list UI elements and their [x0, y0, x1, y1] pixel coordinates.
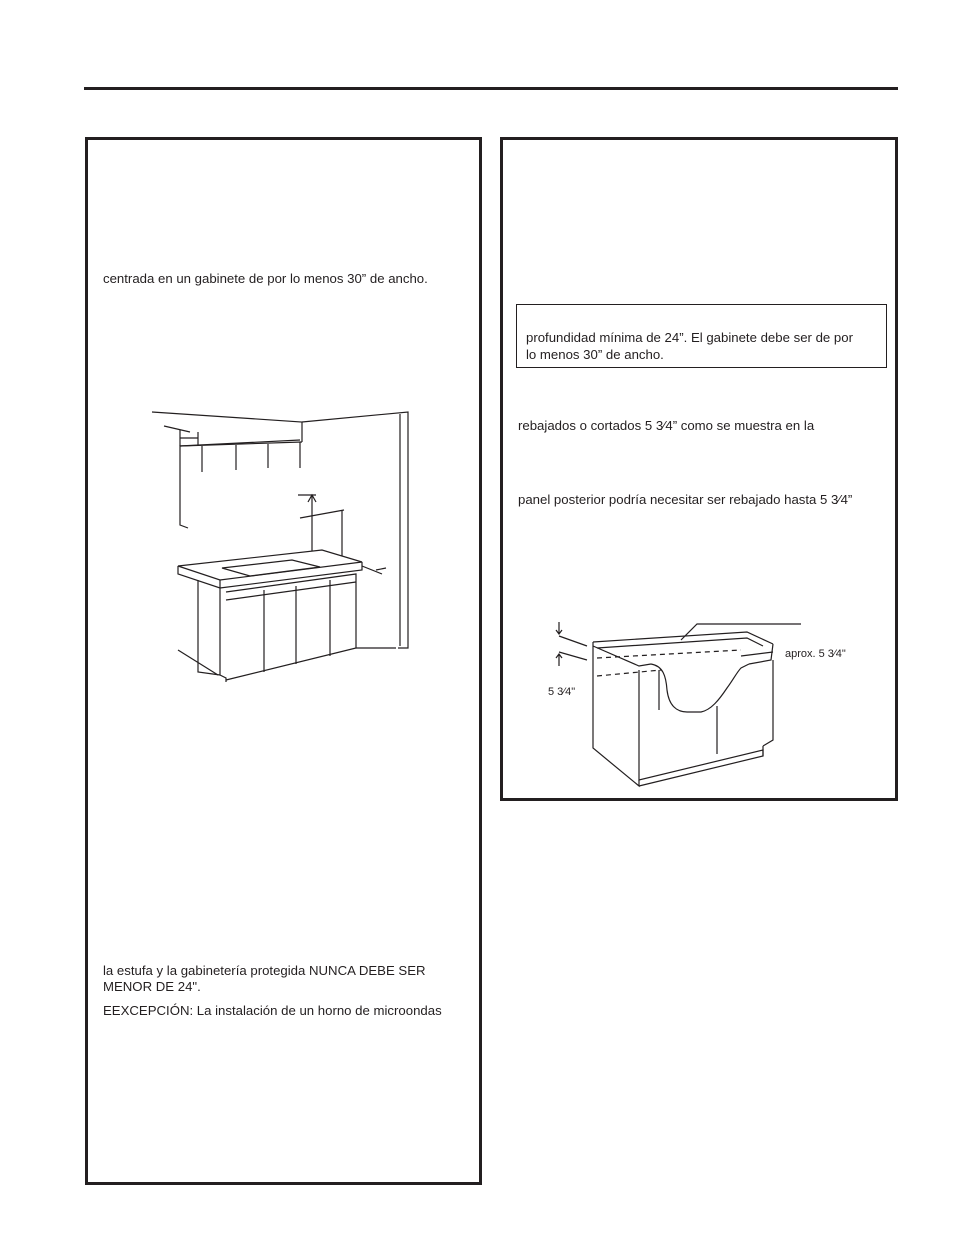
- label-cut-height: 5 3⁄4": [548, 686, 576, 698]
- label-approx-depth: aprox. 5 3⁄4": [785, 648, 846, 660]
- left-text-cabinet-width: centrada en un gabinete de por lo menos 30” de ancho.: [103, 271, 428, 286]
- left-text-clearance-cont: MENOR DE 24".: [103, 979, 201, 994]
- right-panel: [500, 137, 898, 801]
- right-text-back-panel: panel posterior podría necesitar ser rebajado hasta 5 3⁄4”: [518, 492, 853, 507]
- left-panel: [85, 137, 482, 1185]
- note-text-width: lo menos 30” de ancho.: [526, 347, 664, 362]
- left-text-exception: EEXCEPCIÓN: La instalación de un horno de microondas: [103, 1003, 442, 1018]
- left-text-clearance: la estufa y la gabinetería protegida NUNCA DEBE SER: [103, 963, 426, 978]
- cooktop-cabinet-illustration: [150, 410, 420, 690]
- note-box: [516, 304, 887, 368]
- right-text-cut: rebajados o cortados 5 3⁄4” como se muestra en la: [518, 418, 815, 433]
- note-text-depth: profundidad mínima de 24”. El gabinete debe ser de por: [526, 330, 853, 345]
- cutout-cabinet-illustration: [551, 610, 851, 800]
- header-rule: [84, 87, 898, 90]
